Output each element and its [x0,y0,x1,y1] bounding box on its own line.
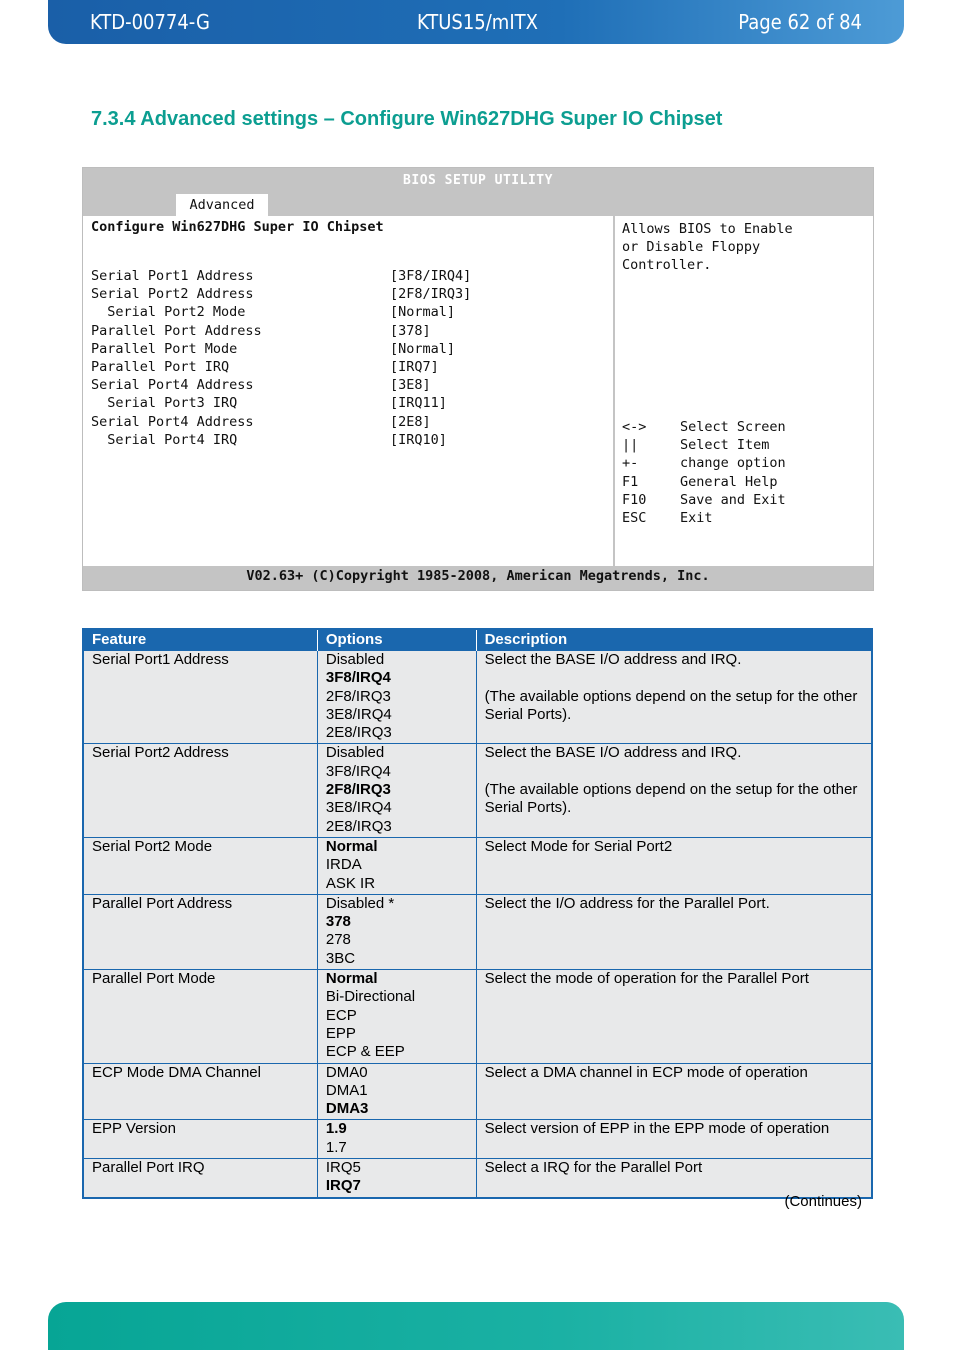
bios-help-text [622,220,793,274]
column-header-feature: Feature [83,629,317,651]
bios-setting-label: Serial Port2 Mode [91,304,246,321]
default-option: 3F8/IRQ4 [325,669,391,687]
bios-help-line: Allows BIOS to Enable [622,221,793,237]
column-header-options: Options [317,629,476,651]
options-cell [317,837,476,894]
options-cell [317,744,476,837]
description-cell [476,1159,872,1198]
feature-cell: Serial Port1 Address [83,651,317,744]
description-text: (The available options depend on the setup for the other Serial Ports). [484,781,858,817]
section-title: 7.3.4 Advanced settings – Configure Win627DHG Super IO Chipset [91,108,723,130]
default-option: 2F8/IRQ3 [325,781,391,799]
option: IRQ5 [325,1159,361,1177]
option: 1.7 [325,1138,347,1156]
table-row [83,651,872,744]
bios-setting-value[interactable]: [3F8/IRQ4] [390,268,472,284]
description-cell [476,837,872,894]
bios-key-desc: General Help [680,473,778,490]
option: 3E8/IRQ4 [325,705,392,723]
bios-copyright: V02.63+ (C)Copyright 1985-2008, American Megatrends, Inc. [83,566,873,590]
option: Disabled [325,651,385,668]
description-text: Select the BASE I/O address and IRQ. [484,651,742,668]
option: 2E8/IRQ3 [325,817,392,835]
option: IRDA [325,856,362,874]
option: 2E8/IRQ3 [325,724,392,742]
description-cell [476,970,872,1063]
feature-cell: ECP Mode DMA Channel [83,1063,317,1120]
bios-setting-label: Parallel Port Mode [91,340,238,357]
bios-setting-value[interactable]: [378] [390,322,431,339]
table-row [83,1063,872,1120]
bios-setting-value[interactable]: [2F8/IRQ3] [390,286,472,303]
bios-setting-value[interactable]: [Normal] [390,304,456,321]
option: 3F8/IRQ4 [325,762,391,780]
table-row [83,1120,872,1159]
bios-setting-value[interactable]: [IRQ10] [390,431,447,448]
default-option: Normal [325,837,378,855]
description-gap [485,763,863,781]
bios-key-name: <-> [622,419,647,435]
bios-help-line: Controller. [622,257,712,273]
bios-setting-label: Parallel Port IRQ [91,358,230,375]
description-text: Select the I/O address for the Parallel Port. [484,894,770,912]
table-row [83,837,872,894]
table-row [83,744,872,837]
description-cell [476,894,872,969]
description-cell [476,1120,872,1159]
bios-setting-value[interactable]: [IRQ11] [390,395,447,412]
bios-utility-title: BIOS SETUP UTILITY [403,173,553,188]
description-text: Select a DMA channel in ECP mode of operation [484,1063,808,1081]
bios-setting-label: Serial Port4 Address [91,413,254,430]
table-row [83,1159,872,1198]
bios-setting-label: Serial Port2 Address [91,286,254,303]
bios-key-name: +- [622,455,639,472]
bios-key-desc: Save and Exit [680,491,786,508]
feature-cell: EPP Version [83,1120,317,1159]
page-header [48,0,904,44]
default-option: DMA3 [325,1100,369,1118]
feature-cell: Parallel Port IRQ [83,1159,317,1198]
bios-setting-label: Serial Port1 Address [91,268,254,284]
option: ECP [325,1006,357,1024]
table-header-row [83,629,872,651]
tab-advanced[interactable]: Advanced [176,194,268,216]
option: Disabled * [325,894,395,912]
option: 278 [325,931,351,949]
table-row [83,894,872,969]
bios-divider [613,216,615,566]
option: Bi-Directional [325,988,416,1006]
option: 2F8/IRQ3 [325,687,391,705]
feature-table [82,628,873,1199]
table-row [83,970,872,1063]
option: Disabled [325,744,385,762]
bios-setting-value[interactable]: [Normal] [390,340,456,357]
bios-key-name: ESC [622,509,647,526]
option: 3E8/IRQ4 [325,799,392,817]
feature-cell: Serial Port2 Mode [83,837,317,894]
description-gap [485,669,863,687]
bios-setting-label: Serial Port4 Address [91,377,254,394]
description-text: Select version of EPP in the EPP mode of operation [484,1120,830,1138]
description-text: Select Mode for Serial Port2 [484,837,673,855]
bios-key-desc: change option [680,455,786,472]
options-cell [317,894,476,969]
description-cell [476,744,872,837]
option: ASK IR [325,874,376,892]
options-cell [317,1063,476,1120]
description-text: Select a IRQ for the Parallel Port [484,1159,703,1177]
description-text: (The available options depend on the setup for the other Serial Ports). [484,687,858,723]
bios-key-desc: Select Screen [680,419,786,435]
description-text: Select the mode of operation for the Parallel Port [484,970,809,988]
bios-setting-label: Serial Port4 IRQ [91,431,238,448]
bios-setting-value[interactable]: [3E8] [390,377,431,394]
feature-cell: Serial Port2 Address [83,744,317,837]
description-text: Select the BASE I/O address and IRQ. [484,744,742,762]
option: DMA0 [325,1063,368,1081]
options-cell [317,970,476,1063]
default-option: 1.9 [325,1120,347,1138]
document-id: KTD-00774-G [90,10,210,34]
bios-screenshot [82,167,874,591]
bios-top-bar [83,168,873,216]
continues-note: (Continues) [784,1193,862,1210]
bios-key-desc: Select Item [680,437,770,454]
default-option: 378 [325,913,351,931]
feature-cell: Parallel Port Address [83,894,317,969]
default-option: IRQ7 [325,1177,361,1195]
option: EPP [325,1024,356,1042]
column-header-description: Description [476,629,872,651]
bios-setting-label: Parallel Port Address [91,322,262,339]
option: DMA1 [325,1081,368,1099]
bios-setting-value[interactable]: [IRQ7] [390,358,439,375]
bios-key-name: || [622,437,639,454]
bios-menu-title: Configure Win627DHG Super IO Chipset [91,219,384,235]
bios-setting-label: Serial Port3 IRQ [91,395,238,412]
default-option: Normal [325,970,378,988]
feature-cell: Parallel Port Mode [83,970,317,1063]
options-cell [317,1120,476,1159]
option: ECP & EEP [325,1043,405,1061]
bios-setting-value[interactable]: [2E8] [390,413,431,430]
bios-help-line: or Disable Floppy [622,239,761,255]
bios-key-desc: Exit [680,509,713,526]
description-cell [476,1063,872,1120]
description-cell [476,651,872,744]
option: 3BC [325,949,356,967]
product-name: KTUS15/mITX [417,10,538,34]
bios-key-name: F10 [622,491,647,508]
options-cell [317,1159,476,1198]
page-footer-bar [48,1302,904,1350]
page-number: Page 62 of 84 [738,10,862,34]
options-cell [317,651,476,744]
bios-key-name: F1 [622,473,639,490]
